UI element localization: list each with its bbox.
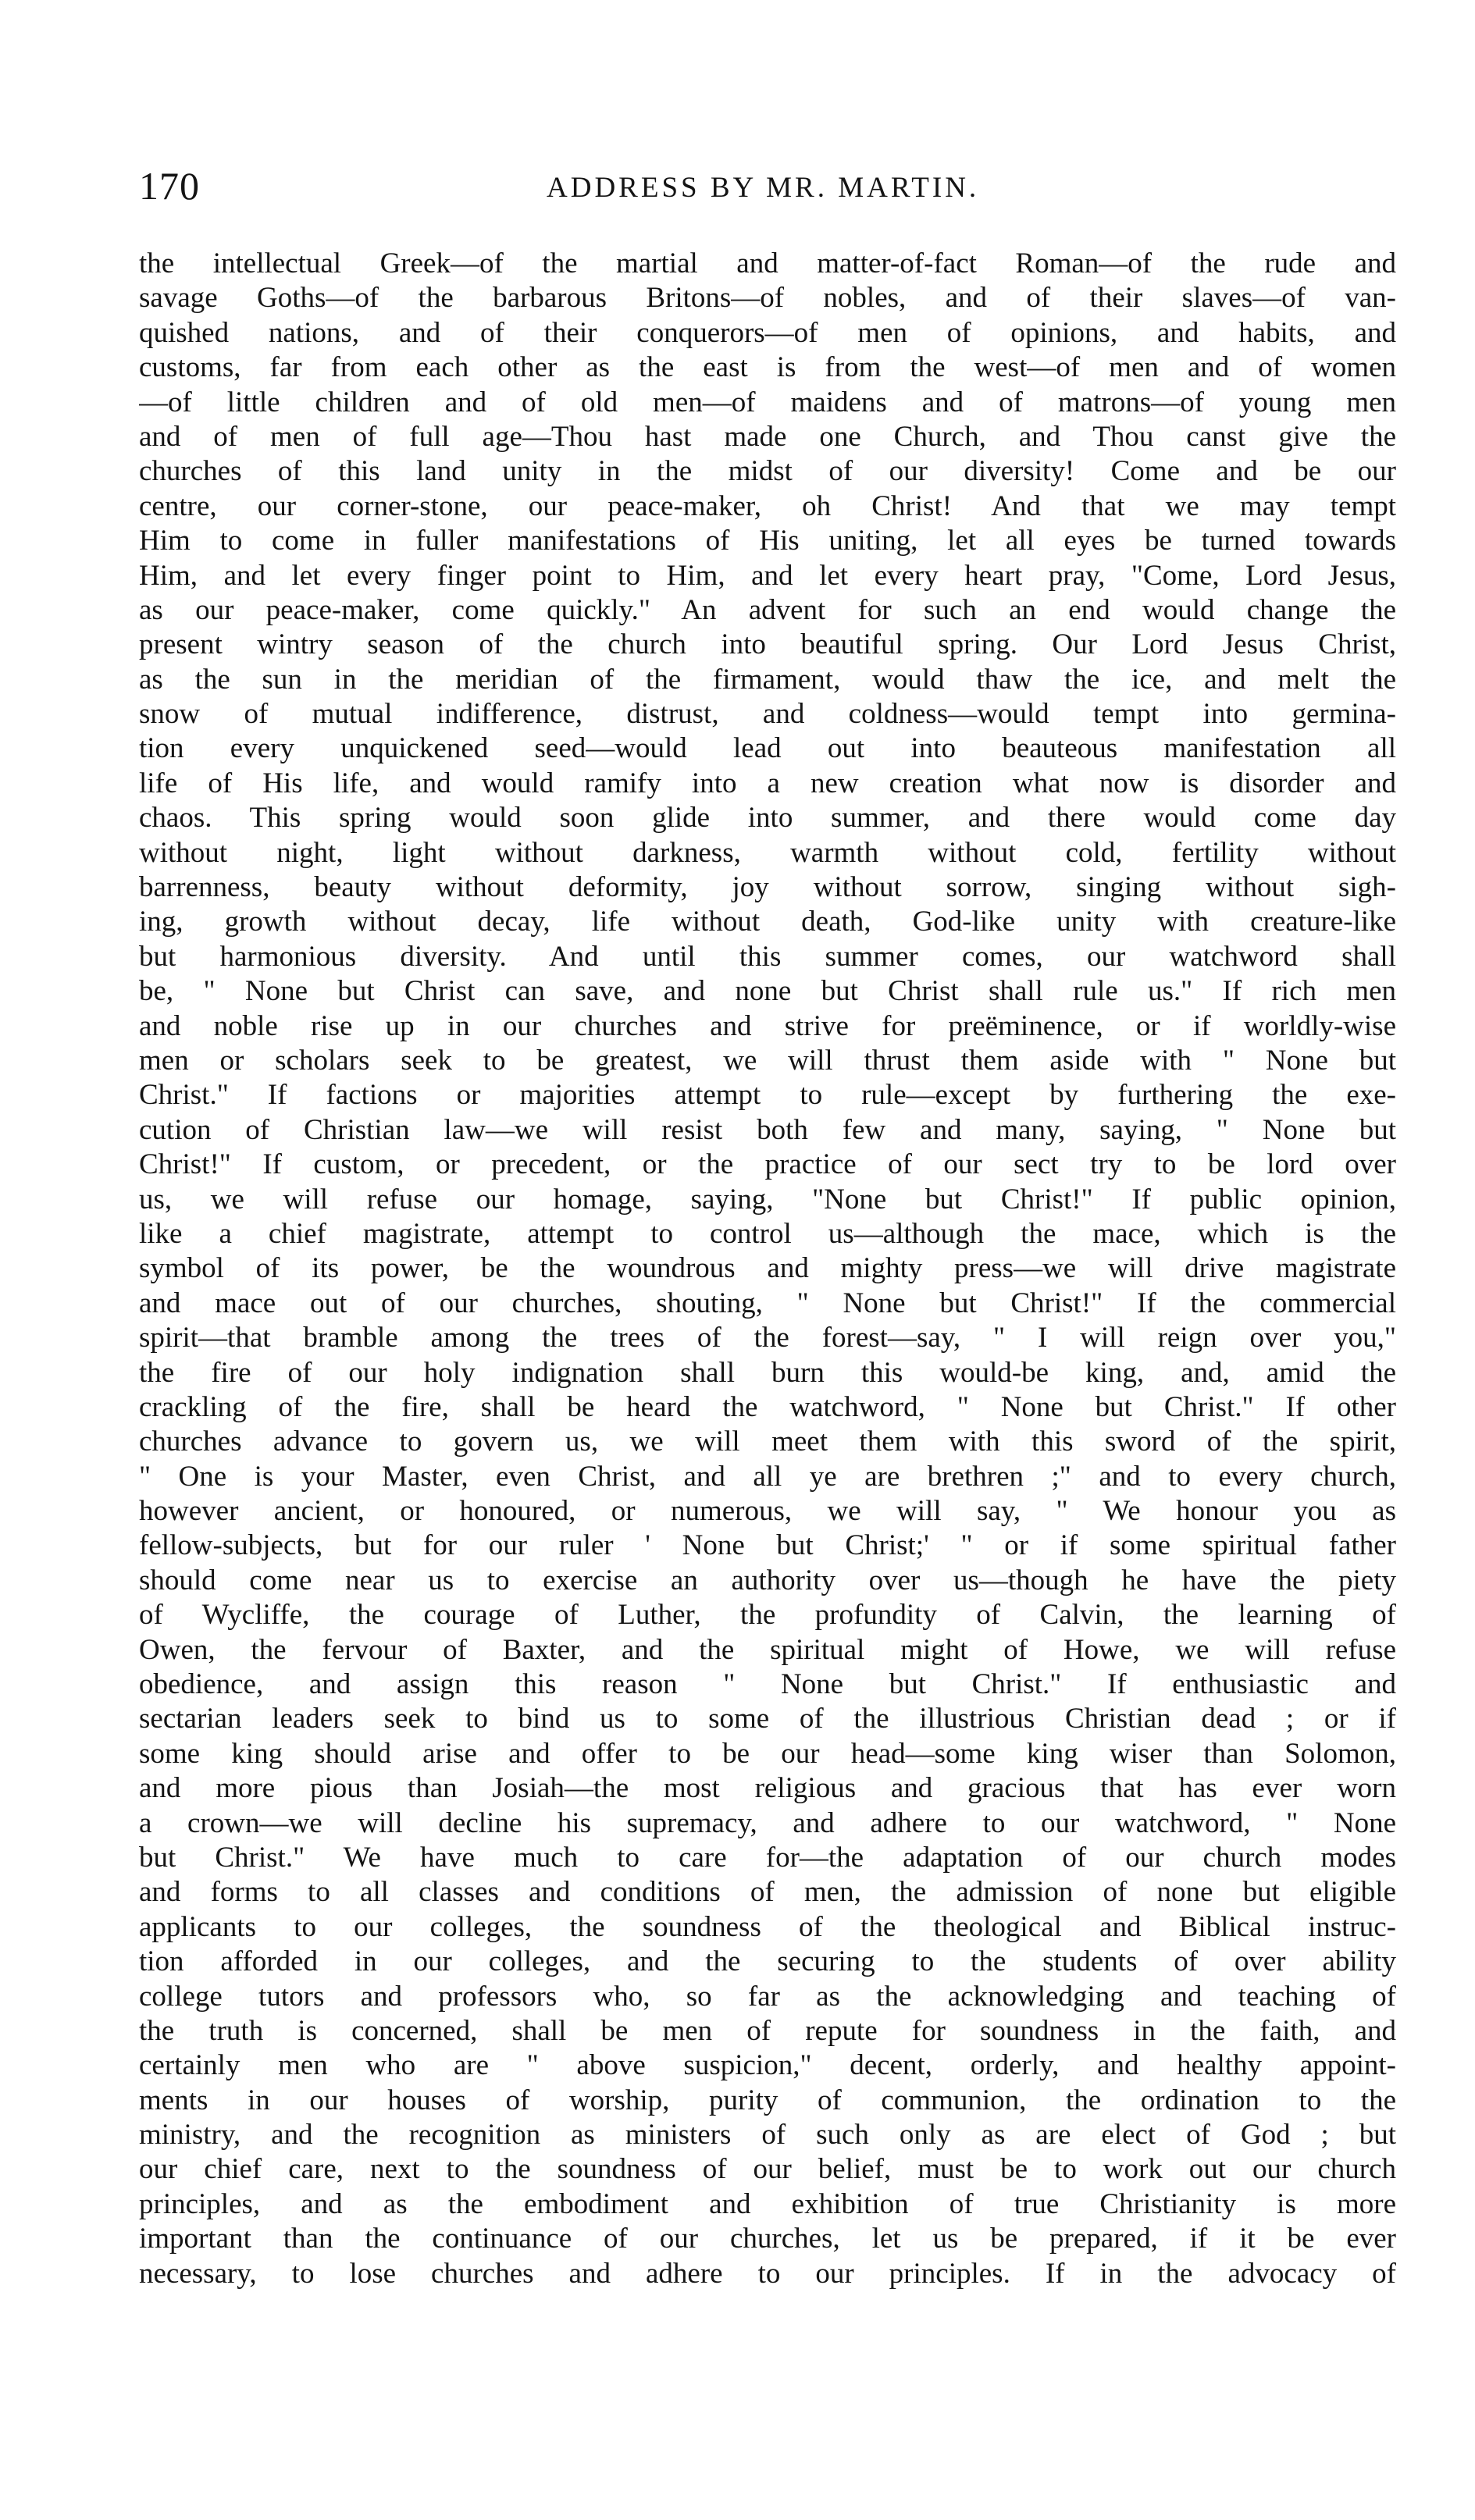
text-line: Christ." If factions or majorities attempt to rule—except by furthering the exe- bbox=[139, 1079, 1396, 1112]
body-text bbox=[139, 247, 1396, 2291]
text-line: as our peace-maker, come quickly." An advent for such an end would change the bbox=[139, 593, 1396, 626]
text-line: but Christ." We have much to care for—the adaptation of our church modes bbox=[139, 1841, 1396, 1874]
text-line: however ancient, or honoured, or numerous, we will say, " We honour you as bbox=[139, 1495, 1396, 1528]
text-line: chaos. This spring would soon glide into summer, and there would come day bbox=[139, 802, 1396, 835]
text-line: necessary, to lose churches and adhere to our principles. If in the advocacy of bbox=[139, 2257, 1396, 2290]
text-line: ministry, and the recognition as ministers of such only as are elect of God ; but bbox=[139, 2119, 1396, 2152]
text-line: life of His life, and would ramify into a new creation what now is disorder and bbox=[139, 767, 1396, 799]
text-line: the fire of our holy indignation shall burn this would-be king, and, amid the bbox=[139, 1356, 1396, 1389]
text-line: some king should arise and offer to be our head—some king wiser than Solomon, bbox=[139, 1737, 1396, 1770]
text-line: churches of this land unity in the midst of our diversity! Come and be our bbox=[139, 455, 1396, 488]
text-line: a crown—we will decline his supremacy, and adhere to our watchword, " None bbox=[139, 1806, 1396, 1839]
text-line: and of men of full age—Thou hast made one Church, and Thou canst give the bbox=[139, 420, 1396, 453]
text-line: centre, our corner-stone, our peace-maker, oh Christ! And that we may tempt bbox=[139, 489, 1396, 522]
text-line: applicants to our colleges, the soundness of the theological and Biblical instruc- bbox=[139, 1910, 1396, 1943]
text-line: our chief care, next to the soundness of our belief, must be to work out our church bbox=[139, 2153, 1396, 2186]
text-line: obedience, and assign this reason " None but Christ." If enthusiastic and bbox=[139, 1668, 1396, 1701]
text-line: " One is your Master, even Christ, and all ye are brethren ;" and to every church, bbox=[139, 1460, 1396, 1493]
text-line: tion every unquickened seed—would lead out into beauteous manifestation all bbox=[139, 732, 1396, 765]
text-line: customs, far from each other as the east is from the west—of men and of women bbox=[139, 351, 1396, 384]
text-line: us, we will refuse our homage, saying, "None but Christ!" If public opinion, bbox=[139, 1183, 1396, 1216]
text-line: should come near us to exercise an authority over us—though he have the piety bbox=[139, 1564, 1396, 1596]
text-line: be, " None but Christ can save, and none but Christ shall rule us." If rich men bbox=[139, 975, 1396, 1008]
text-line: Him, and let every finger point to Him, and let every heart pray, "Come, Lord Jesus, bbox=[139, 559, 1396, 592]
text-line: important than the continuance of our churches, let us be prepared, if it be ever bbox=[139, 2223, 1396, 2255]
text-line: but harmonious diversity. And until this summer comes, our watchword shall bbox=[139, 940, 1396, 973]
running-title: ADDRESS BY MR. MARTIN. bbox=[547, 172, 980, 204]
text-line: crackling of the fire, shall be heard the watchword, " None but Christ." If other bbox=[139, 1390, 1396, 1423]
text-line: of Wycliffe, the courage of Luther, the profundity of Calvin, the learning of bbox=[139, 1599, 1396, 1632]
text-line: tion afforded in our colleges, and the securing to the students of over ability bbox=[139, 1945, 1396, 1978]
text-line: savage Goths—of the barbarous Britons—of nobles, and of their slaves—of van- bbox=[139, 282, 1396, 315]
page-number: 170 bbox=[139, 164, 200, 208]
text-line: the truth is concerned, shall be men of repute for soundness in the faith, and bbox=[139, 2014, 1396, 2047]
text-line: as the sun in the meridian of the firmament, would thaw the ice, and melt the bbox=[139, 663, 1396, 696]
text-line: like a chief magistrate, attempt to control us—although the mace, which is the bbox=[139, 1217, 1396, 1250]
text-line: quished nations, and of their conquerors—of men of opinions, and habits, and bbox=[139, 316, 1396, 349]
text-line: and more pious than Josiah—the most religious and gracious that has ever worn bbox=[139, 1772, 1396, 1805]
text-line: present wintry season of the church into beautiful spring. Our Lord Jesus Christ, bbox=[139, 628, 1396, 661]
text-line: and mace out of our churches, shouting, " None but Christ!" If the commercial bbox=[139, 1287, 1396, 1319]
text-line: men or scholars seek to be greatest, we will thrust them aside with " None but bbox=[139, 1044, 1396, 1077]
text-line: symbol of its power, be the woundrous and mighty press—we will drive magistrate bbox=[139, 1252, 1396, 1285]
text-line: college tutors and professors who, so far as the acknowledging and teaching of bbox=[139, 1980, 1396, 2013]
text-line: Christ!" If custom, or precedent, or the practice of our sect try to be lord over bbox=[139, 1148, 1396, 1181]
text-line: —of little children and of old men—of maidens and of matrons—of young men bbox=[139, 386, 1396, 418]
text-line: churches advance to govern us, we will meet them with this sword of the spirit, bbox=[139, 1426, 1396, 1458]
text-line: sectarian leaders seek to bind us to some of the illustrious Christian dead ; or if bbox=[139, 1703, 1396, 1735]
text-line: the intellectual Greek—of the martial and matter-of-fact Roman—of the rude and bbox=[139, 247, 1396, 279]
text-line: snow of mutual indifference, distrust, and coldness—would tempt into germina- bbox=[139, 698, 1396, 731]
text-line: without night, light without darkness, warmth without cold, fertility without bbox=[139, 836, 1396, 869]
text-line: barrenness, beauty without deformity, joy without sorrow, singing without sigh- bbox=[139, 871, 1396, 904]
text-line: Owen, the fervour of Baxter, and the spiritual might of Howe, we will refuse bbox=[139, 1633, 1396, 1666]
text-line: ing, growth without decay, life without death, God-like unity with creature-like bbox=[139, 906, 1396, 938]
text-line: spirit—that bramble among the trees of the forest—say, " I will reign over you," bbox=[139, 1322, 1396, 1354]
text-line: cution of Christian law—we will resist both few and many, saying, " None but bbox=[139, 1113, 1396, 1146]
text-line: certainly men who are " above suspicion," decent, orderly, and healthy appoint- bbox=[139, 2049, 1396, 2082]
text-line: fellow-subjects, but for our ruler ' None but Christ;' " or if some spiritual father bbox=[139, 1529, 1396, 1562]
text-line: ments in our houses of worship, purity of communion, the ordination to the bbox=[139, 2084, 1396, 2116]
running-head bbox=[139, 162, 1396, 209]
text-line: Him to come in fuller manifestations of His uniting, let all eyes be turned towards bbox=[139, 525, 1396, 557]
text-line: and noble rise up in our churches and strive for preëminence, or if worldly-wise bbox=[139, 1009, 1396, 1042]
text-line: principles, and as the embodiment and exhibition of true Christianity is more bbox=[139, 2187, 1396, 2220]
text-line: and forms to all classes and conditions of men, the admission of none but eligible bbox=[139, 1876, 1396, 1909]
